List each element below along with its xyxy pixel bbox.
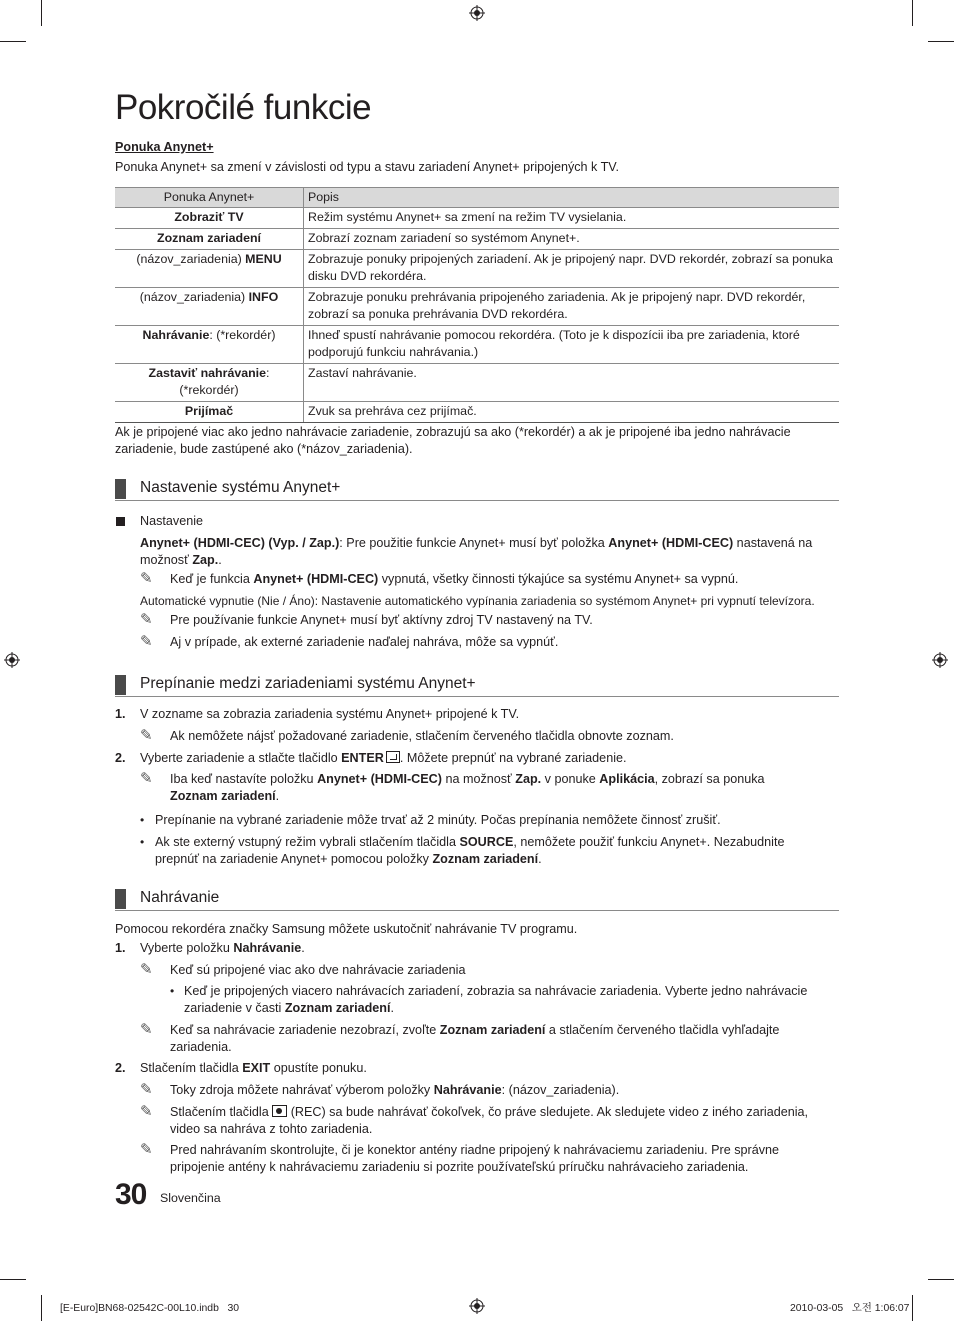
note-pencil-icon: ✎ (140, 726, 153, 744)
anynet-menu-table (115, 187, 839, 423)
note-bold: Anynet+ (HDMI-CEC) (253, 572, 379, 586)
menu-item-cell (115, 229, 304, 250)
menu-item-cell (115, 250, 304, 288)
note-bold: Zoznam zariadení (439, 1023, 546, 1037)
menu-item-name: MENU (245, 252, 282, 266)
note-text (170, 771, 840, 805)
note-part: pripojenie antény k nahrávaciemu zariadeniu si pozrite používateľskú príručku nahrávacieho zariadenia. (170, 1160, 749, 1174)
note-pencil-icon: ✎ (140, 1140, 153, 1158)
menu-item-cell (115, 364, 304, 402)
square-bullet-icon (116, 517, 125, 526)
menu-item-suffix: : (*rekordér) (209, 328, 276, 342)
menu-item-name: Zastaviť nahrávanie (148, 366, 267, 380)
step-number: 2. (115, 1061, 126, 1075)
note-pencil-icon: ✎ (140, 610, 153, 628)
step-text: V zozname sa zobrazia zariadenia systému Anynet+ pripojené k TV. (140, 707, 520, 721)
menu-item-suffix: : (266, 366, 270, 380)
menu-item-description: Režim systému Anynet+ sa zmení na režim TV vysielania. (304, 208, 840, 229)
button-name: ENTER (341, 751, 384, 765)
bullet-dot-icon: • (140, 813, 145, 827)
button-name: EXIT (242, 1061, 271, 1075)
note-part: Iba keď nastavíte položku (170, 772, 318, 786)
setting-name: Automatické vypnutie (Nie / Áno) (140, 594, 315, 608)
note-pencil-icon: ✎ (140, 769, 153, 787)
section-header-switching (115, 674, 839, 697)
note-part: na možnosť (441, 772, 516, 786)
setup-item-label: Nastavenie (140, 514, 204, 528)
menu-item-name: Zoznam zariadení (157, 231, 261, 245)
note-pencil-icon: ✎ (140, 960, 153, 978)
bullet-part: Ak ste externý vstupný režim vybrali stlačením tlačidla (155, 835, 460, 849)
step-text (140, 750, 627, 767)
note-part: Toky zdroja môžete nahrávať výberom položky (170, 1083, 434, 1097)
section-title: Nastavenie systému Anynet+ (140, 479, 341, 496)
print-date: 2010-03-05 오전 1:06:07 (790, 1303, 910, 1314)
crop-mark (0, 1279, 26, 1280)
note-pencil-icon: ✎ (140, 1020, 153, 1038)
setting-name: Anynet+ (HDMI-CEC) (Vyp. / Zap.) (140, 536, 340, 550)
menu-item-prefix: (názov_zariadenia) (136, 252, 246, 266)
table-header-row (115, 188, 839, 208)
section-title: Nahrávanie (140, 889, 220, 906)
enter-button-icon (386, 751, 400, 763)
bullet-dot-icon: • (140, 835, 145, 849)
step-part: . Môžete prepnúť na vybrané zariadenie. (399, 751, 627, 765)
registration-mark-icon (469, 5, 485, 21)
step-part: opustíte ponuku. (270, 1061, 367, 1075)
bullet-text: Prepínanie na vybrané zariadenie môže trvať až 2 minúty. Počas prepínania nemôžete činnosť zrušiť. (155, 813, 721, 827)
menu-intro: Ponuka Anynet+ sa zmení v závislosti od typu a stavu zariadení Anynet+ pripojených k TV. (115, 160, 620, 174)
paragraph-text: : Pre použitie funkcie Anynet+ musí byť položka (339, 536, 609, 550)
step-text (140, 1060, 367, 1077)
table-row (115, 288, 839, 326)
crop-mark (912, 1295, 913, 1321)
paragraph-text: nastavená na možnosť (140, 536, 813, 567)
step-part: . (301, 941, 305, 955)
note-part: , zobrazí sa ponuka (654, 772, 765, 786)
menu-item-name: INFO (248, 290, 279, 304)
bullet-part: zariadenie v časti (184, 1001, 285, 1015)
page-title: Pokročilé funkcie (115, 88, 372, 127)
note-part: . (275, 789, 280, 803)
step-number: 1. (115, 707, 126, 721)
note-bold: Anynet+ (HDMI-CEC) (317, 772, 442, 786)
note-bold: Zap. (515, 772, 542, 786)
table-row (115, 402, 839, 423)
menu-item-description: Zobrazuje ponuky pripojených zariadení. Ak je pripojený napr. DVD rekordér, zobrazí sa ponuka disku DVD rekordéra. (304, 250, 840, 288)
setting-name: Anynet+ (HDMI-CEC) (608, 536, 734, 550)
crop-mark (912, 0, 913, 26)
table-row (115, 208, 839, 229)
note-pencil-icon: ✎ (140, 569, 153, 587)
step-bold: Nahrávanie (233, 941, 302, 955)
menu-item-prefix: (názov_zariadenia) (139, 290, 249, 304)
registration-mark-icon (469, 1298, 485, 1314)
note-part: : (názov_zariadenia). (501, 1083, 620, 1097)
note-bold: Zoznam zariadení (170, 789, 276, 803)
note-part: v ponuke (541, 772, 600, 786)
menu-item-description: Zobrazuje ponuku prehrávania pripojeného zariadenia. Ak je pripojený napr. DVD rekordér, zobrazí sa ponuka prehrávania DVD rekordéra. (304, 288, 840, 326)
step-text (140, 940, 305, 957)
note-part: Keď sa nahrávacie zariadenie nezobrazí, zvoľte (170, 1023, 440, 1037)
step-number: 2. (115, 751, 126, 765)
menu-heading: Ponuka Anynet+ (115, 140, 214, 154)
menu-item-name: Prijímač (184, 404, 234, 418)
note-pencil-icon: ✎ (140, 1080, 153, 1098)
note-part: video sa nahráva z tohto zariadenia. (170, 1122, 373, 1136)
note-part: (REC) sa bude nahrávať čokoľvek, čo práve sledujete. Ak sledujete video z iného zariadenia, (287, 1105, 809, 1119)
note-text (170, 1142, 840, 1176)
note-pencil-icon: ✎ (140, 632, 153, 650)
note-part: Pred nahrávaním skontrolujte, či je konektor antény riadne pripojený k nahrávaciemu zariadeniu. Pre správne (170, 1143, 780, 1157)
crop-mark (41, 0, 42, 26)
section-header-recording (115, 888, 839, 911)
bullet-part: , nemôžete použiť funkciu Anynet+. Nezabudnite (513, 835, 785, 849)
option-value: Zap. (192, 553, 219, 567)
note-text: Ak nemôžete nájsť požadované zariadenie, stlačením červeného tlačidla obnovte zoznam. (170, 729, 674, 743)
page-number: 30 (115, 1178, 147, 1211)
menu-item-cell (115, 402, 304, 423)
table-row (115, 250, 839, 288)
bullet-dot-icon: • (170, 984, 175, 998)
table-header-description: Popis (304, 188, 840, 208)
bullet-text (184, 983, 844, 1017)
registration-mark-icon (932, 652, 948, 668)
crop-mark (928, 41, 954, 42)
step-part: Stlačením tlačidla (140, 1061, 243, 1075)
page-language: Slovenčina (160, 1191, 221, 1205)
table-row (115, 326, 839, 364)
rec-button-icon (272, 1105, 287, 1117)
menu-item-suffix: (*rekordér) (179, 383, 239, 397)
note-part: Stlačením tlačidla (170, 1105, 273, 1119)
bullet-bold: Zoznam zariadení (284, 1001, 391, 1015)
note-pencil-icon: ✎ (140, 1102, 153, 1120)
note-text (170, 571, 738, 588)
note-part: zariadenia. (170, 1040, 232, 1054)
step-part: Vyberte zariadenie a stlačte tlačidlo (140, 751, 342, 765)
crop-mark (928, 1279, 954, 1280)
note-part: vypnutá, všetky činnosti týkajúce sa systému Anynet+ sa vypnú. (378, 572, 739, 586)
auto-off-paragraph (140, 593, 815, 610)
crop-mark (0, 41, 26, 42)
note-bold: Aplikácia (599, 772, 655, 786)
menu-item-name: Nahrávanie (142, 328, 210, 342)
menu-item-cell (115, 288, 304, 326)
bullet-bold: Zoznam zariadení (432, 852, 539, 866)
bullet-part: . (538, 852, 542, 866)
multiple-recorders-note: Ak je pripojené viac ako jedno nahrávacie zariadenie, zobrazujú sa ako (*rekordér) a ak je pripojené iba jedno nahrávacie zariadenie, bude zastúpené ako (*názov_zariadenia). (115, 425, 791, 456)
menu-item-name: Zobraziť TV (174, 210, 244, 224)
crop-mark (41, 1295, 42, 1321)
note-bold: Nahrávanie (433, 1083, 502, 1097)
menu-item-description: Zvuk sa prehráva cez prijímač. (304, 402, 840, 423)
menu-item-description: Zastaví nahrávanie. (304, 364, 840, 402)
recording-intro: Pomocou rekordéra značky Samsung môžete uskutočniť nahrávanie TV programu. (115, 922, 578, 936)
note-part: a stlačením červeného tlačidla vyhľadajte (545, 1023, 780, 1037)
note-text: Keď sú pripojené viac ako dve nahrávacie zariadenia (170, 963, 466, 977)
menu-item-cell (115, 208, 304, 229)
step-number: 1. (115, 941, 126, 955)
table-header-menu: Ponuka Anynet+ (115, 188, 304, 208)
section-header-setup (115, 478, 839, 501)
table-row (115, 229, 839, 250)
bullet-text (155, 834, 845, 868)
note-text: Pre používanie funkcie Anynet+ musí byť aktívny zdroj TV nastavený na TV. (170, 613, 593, 627)
section-bar (115, 675, 126, 695)
registration-mark-icon (4, 652, 20, 668)
bullet-part: prepnúť na zariadenie Anynet+ pomocou položky (155, 852, 433, 866)
hdmi-cec-paragraph (140, 535, 840, 569)
print-file-info: [E-Euro]BN68-02542C-00L10.indb 30 (60, 1303, 240, 1314)
table-row (115, 364, 839, 402)
section-bar (115, 889, 126, 909)
step-part: Vyberte položku (140, 941, 234, 955)
menu-item-description: Ihneď spustí nahrávanie pomocou rekordéra. (Toto je k dispozícii iba pre zariadenia, ktoré podporujú funkciu nahrávania.) (304, 326, 840, 364)
bullet-part: . (390, 1001, 394, 1015)
section-title: Prepínanie medzi zariadeniami systému Anynet+ (140, 675, 476, 692)
note-part: Keď je funkcia (170, 572, 254, 586)
menu-item-description: Zobrazí zoznam zariadení so systémom Anynet+. (304, 229, 840, 250)
note-text: Aj v prípade, ak externé zariadenie naďalej nahráva, môže sa vypnúť. (170, 635, 559, 649)
bullet-part: Keď je pripojených viacero nahrávacích zariadení, zobrazia sa nahrávacie zariadenia. Vyberte jedno nahrávacie (184, 984, 808, 998)
note-text (170, 1022, 840, 1056)
paragraph-text: . (218, 553, 222, 567)
menu-item-cell (115, 326, 304, 364)
note-text (170, 1104, 845, 1138)
section-bar (115, 479, 126, 499)
button-name: SOURCE (459, 835, 514, 849)
paragraph-text: : Nastavenie automatického vypínania zariadenia so systémom Anynet+ pri vypnutí televízora. (314, 594, 815, 608)
note-text (170, 1082, 619, 1099)
